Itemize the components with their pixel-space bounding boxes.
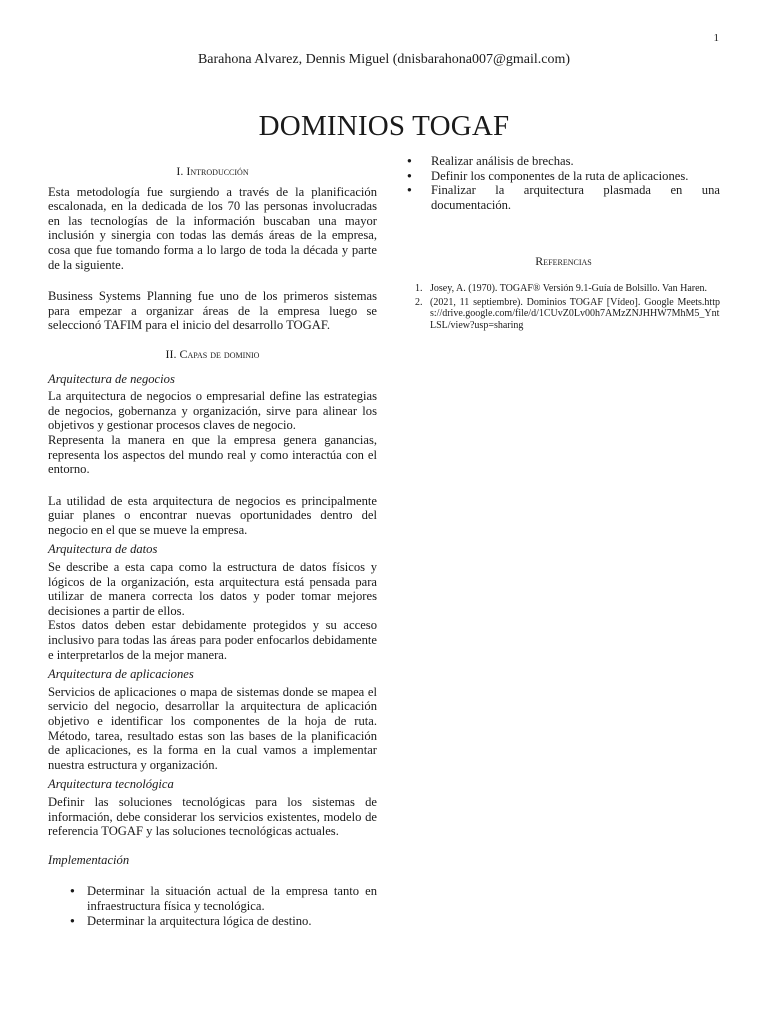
section-heading-referencias: Referencias <box>535 254 592 269</box>
document-title: DOMINIOS TOGAF <box>258 110 510 142</box>
list-item: ● Definir los componentes de la ruta de aplicaciones. <box>407 169 720 184</box>
reference-item: 1. Josey, A. (1970). TOGAF® Versión 9.1-Guía de Bolsillo. Van Haren. <box>415 282 708 294</box>
list-item: ● Finalizar la arquitectura plasmada en una documentación. <box>407 183 720 212</box>
subheading-implementacion: Implementación <box>48 852 130 867</box>
right-bullet-list <box>407 154 720 212</box>
implementacion-list <box>48 884 377 928</box>
section-heading-introduccion: I. Introducción <box>176 164 249 178</box>
list-item: ● Determinar la situación actual de la empresa tanto en infraestructura física y tecnológica. <box>48 884 377 913</box>
subheading-datos: Arquitectura de datos <box>48 542 158 557</box>
author-line: Barahona Alvarez, Dennis Miguel (dnisbarahona007@gmail.com) <box>197 52 571 67</box>
datos-paragraph-2: Estos datos deben estar debidamente protegidos y su acceso inclusivo para todas las áreas para poder enfocarlos debidamente e interpretarlos de la mejor manera. <box>48 618 377 662</box>
datos-paragraph-1: Se describe a esta capa como la estructura de datos físicos y lógicos de la organización, esta arquitectura está pensada para utilizar de manera correcta los datos y poder tomar mejores decisiones a partir de ellos. <box>48 560 377 618</box>
left-column <box>48 164 377 928</box>
list-item: ● Realizar análisis de brechas. <box>407 154 720 169</box>
subheading-aplicaciones: Arquitectura de aplicaciones <box>48 667 194 682</box>
intro-paragraph-1: Esta metodología fue surgiendo a través de la planificación escalonada, en la dedicada de los 70 las personas involucradas en las tecnologías de la información buscaban una mayor inclusión y sinergia con todas las demás áreas de la empresa, cosa que fue tomando forma a lo largo de toda la década y parte de la siguiente. <box>48 184 377 272</box>
negocios-paragraph-2: Representa la manera en que la empresa genera ganancias, representa los aspectos del mundo real y como interactúa con el entorno. <box>48 432 377 477</box>
aplicaciones-paragraph-1: Servicios de aplicaciones o mapa de sistemas donde se mapea el servicio del negocio, desarrollar la arquitectura de aplicación objetivo e identificar los componentes de la hoja de ruta. Método, tarea, resultado estas son las bases de la planificación de aplicaciones, es la forma en la cual vamos a implementar nuestra estructura y organización. <box>48 684 377 772</box>
list-item: ● Determinar la arquitectura lógica de destino. <box>48 914 377 929</box>
reference-item: 2. (2021, 11 septiembre). Dominios TOGAF [Vídeo]. Google Meets.https://drive.google.com/file/d/1CUvZ0Lv00h7AMzZNJHHW7MhM5_YntLSL/view?usp=sharing <box>415 296 720 331</box>
references-list <box>407 283 720 331</box>
tecnologica-paragraph-1: Definir las soluciones tecnológicas para los sistemas de información, debe considerar los servicios existentes, modelo de referencia TOGAF y las soluciones tecnológicas actuales. <box>48 794 377 839</box>
section-heading-capas: II. Capas de dominio <box>165 346 260 361</box>
right-column <box>407 154 720 331</box>
subheading-negocios: Arquitectura de negocios <box>48 371 175 386</box>
intro-paragraph-2: Business Systems Planning fue uno de los primeros sistemas para empezar a organizar áreas de la empresa luego se seleccionó TAFIM para el inicio del desarrollo TOGAF. <box>48 289 377 333</box>
negocios-paragraph-1: La arquitectura de negocios o empresarial define las estrategias de negocios, gobernanza y organización, sirve para alinear los objetivos y gestionar procesos claves de negocio. <box>48 389 377 433</box>
subheading-tecnologica: Arquitectura tecnológica <box>48 777 174 792</box>
page-number: 1 <box>713 32 719 44</box>
negocios-paragraph-3: La utilidad de esta arquitectura de negocios es principalmente guiar planes o encontrar nuevas oportunidades dentro del negocio en el que se mueve la empresa. <box>48 493 377 537</box>
